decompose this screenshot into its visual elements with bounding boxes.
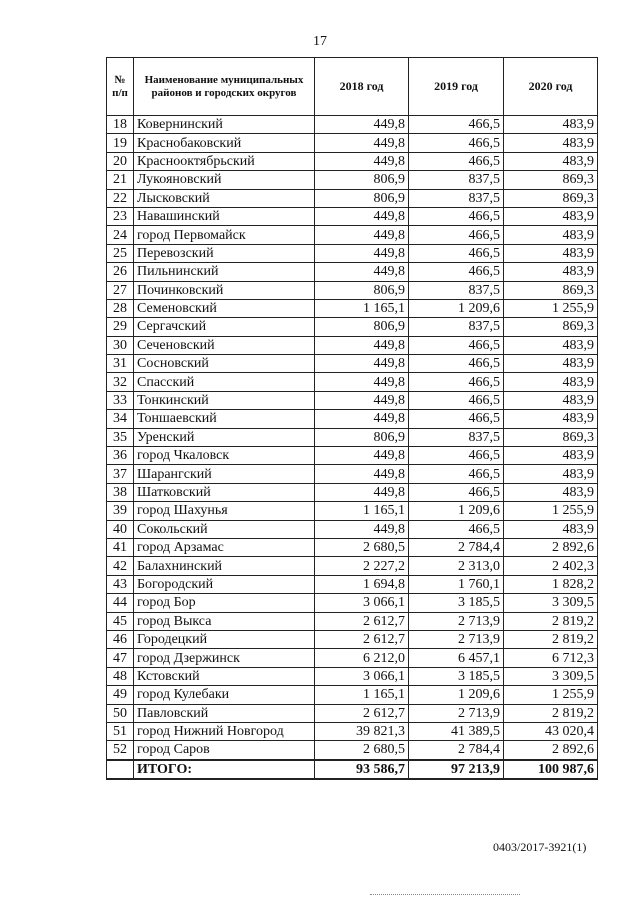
row-2020: 2 892,6	[504, 538, 598, 556]
row-name: Лукояновский	[134, 171, 315, 189]
row-name: Шарангский	[134, 465, 315, 483]
row-2018: 449,8	[315, 244, 409, 262]
table-row	[107, 667, 598, 685]
table-row	[107, 649, 598, 667]
row-name: Спасский	[134, 373, 315, 391]
total-num	[107, 760, 134, 779]
row-name: город Дзержинск	[134, 649, 315, 667]
table-row	[107, 207, 598, 225]
row-2018: 449,8	[315, 226, 409, 244]
row-number: 26	[107, 263, 134, 281]
row-name: Краснобаковский	[134, 134, 315, 152]
row-2020: 6 712,3	[504, 649, 598, 667]
row-number: 32	[107, 373, 134, 391]
row-2019: 3 185,5	[409, 667, 504, 685]
row-number: 18	[107, 116, 134, 134]
row-2019: 837,5	[409, 281, 504, 299]
table-row	[107, 538, 598, 556]
table-row	[107, 465, 598, 483]
table-row	[107, 152, 598, 170]
row-2019: 466,5	[409, 207, 504, 225]
row-number: 22	[107, 189, 134, 207]
row-name: город Шахунья	[134, 502, 315, 520]
table-row	[107, 612, 598, 630]
header-2019: 2019 год	[409, 58, 504, 116]
row-name: Сокольский	[134, 520, 315, 538]
row-name: Сеченовский	[134, 336, 315, 354]
row-2019: 466,5	[409, 410, 504, 428]
row-number: 45	[107, 612, 134, 630]
row-2020: 1 255,9	[504, 502, 598, 520]
row-2020: 483,9	[504, 373, 598, 391]
row-2018: 1 165,1	[315, 299, 409, 317]
row-2020: 483,9	[504, 207, 598, 225]
row-2018: 806,9	[315, 171, 409, 189]
row-2019: 466,5	[409, 391, 504, 409]
table-row	[107, 428, 598, 446]
row-2018: 806,9	[315, 281, 409, 299]
table-row	[107, 189, 598, 207]
row-2018: 449,8	[315, 520, 409, 538]
row-name: Навашинский	[134, 207, 315, 225]
table-row	[107, 557, 598, 575]
row-2019: 1 209,6	[409, 686, 504, 704]
row-2020: 483,9	[504, 226, 598, 244]
row-2019: 6 457,1	[409, 649, 504, 667]
row-name: Тоншаевский	[134, 410, 315, 428]
row-2020: 2 819,2	[504, 704, 598, 722]
row-2019: 466,5	[409, 520, 504, 538]
row-2018: 449,8	[315, 483, 409, 501]
table-row	[107, 483, 598, 501]
row-2020: 483,9	[504, 483, 598, 501]
row-number: 41	[107, 538, 134, 556]
row-2020: 2 819,2	[504, 612, 598, 630]
row-2020: 2 892,6	[504, 741, 598, 760]
budget-table	[106, 57, 598, 780]
table-body	[107, 116, 598, 780]
row-number: 48	[107, 667, 134, 685]
row-2019: 466,5	[409, 226, 504, 244]
row-number: 30	[107, 336, 134, 354]
row-name: город Выкса	[134, 612, 315, 630]
row-number: 24	[107, 226, 134, 244]
row-2019: 466,5	[409, 483, 504, 501]
row-2018: 806,9	[315, 428, 409, 446]
row-2018: 2 680,5	[315, 741, 409, 760]
row-2018: 6 212,0	[315, 649, 409, 667]
total-2019: 97 213,9	[409, 760, 504, 779]
row-2019: 1 209,6	[409, 502, 504, 520]
row-2019: 2 784,4	[409, 538, 504, 556]
row-number: 37	[107, 465, 134, 483]
table-row	[107, 410, 598, 428]
row-number: 49	[107, 686, 134, 704]
row-number: 33	[107, 391, 134, 409]
page-number: 17	[313, 34, 327, 49]
row-2018: 3 066,1	[315, 594, 409, 612]
row-number: 35	[107, 428, 134, 446]
row-2020: 869,3	[504, 428, 598, 446]
row-2018: 2 680,5	[315, 538, 409, 556]
row-name: Сосновский	[134, 355, 315, 373]
row-2018: 1 694,8	[315, 575, 409, 593]
row-name: Сергачский	[134, 318, 315, 336]
total-label: ИТОГО:	[134, 760, 315, 779]
table-row	[107, 134, 598, 152]
table-row	[107, 447, 598, 465]
table-row	[107, 299, 598, 317]
row-2019: 466,5	[409, 116, 504, 134]
row-name: Семеновский	[134, 299, 315, 317]
table-row	[107, 520, 598, 538]
table-row	[107, 244, 598, 262]
row-2018: 449,8	[315, 355, 409, 373]
table-row	[107, 594, 598, 612]
table-row	[107, 686, 598, 704]
row-2020: 483,9	[504, 244, 598, 262]
row-2018: 1 165,1	[315, 686, 409, 704]
row-2020: 483,9	[504, 355, 598, 373]
table-row	[107, 171, 598, 189]
document-code: 0403/2017-3921(1)	[493, 840, 587, 854]
row-2020: 3 309,5	[504, 594, 598, 612]
table-row	[107, 318, 598, 336]
row-name: город Чкаловск	[134, 447, 315, 465]
row-name: город Первомайск	[134, 226, 315, 244]
row-2019: 2 713,9	[409, 704, 504, 722]
row-number: 31	[107, 355, 134, 373]
row-2019: 2 713,9	[409, 612, 504, 630]
table-row	[107, 263, 598, 281]
row-2018: 1 165,1	[315, 502, 409, 520]
table-row	[107, 391, 598, 409]
row-name: Кстовский	[134, 667, 315, 685]
row-2019: 2 784,4	[409, 741, 504, 760]
row-number: 28	[107, 299, 134, 317]
row-number: 36	[107, 447, 134, 465]
row-2020: 483,9	[504, 116, 598, 134]
row-name: Балахнинский	[134, 557, 315, 575]
row-name: Пильнинский	[134, 263, 315, 281]
row-2020: 483,9	[504, 465, 598, 483]
row-name: Перевозский	[134, 244, 315, 262]
row-number: 43	[107, 575, 134, 593]
row-number: 46	[107, 630, 134, 648]
row-name: город Саров	[134, 741, 315, 760]
row-2019: 41 389,5	[409, 722, 504, 740]
row-number: 38	[107, 483, 134, 501]
row-2020: 483,9	[504, 263, 598, 281]
row-number: 50	[107, 704, 134, 722]
table-row	[107, 575, 598, 593]
row-2019: 837,5	[409, 318, 504, 336]
row-2018: 449,8	[315, 116, 409, 134]
row-2018: 449,8	[315, 207, 409, 225]
row-2020: 1 255,9	[504, 686, 598, 704]
row-2018: 449,8	[315, 373, 409, 391]
table-row	[107, 336, 598, 354]
row-number: 21	[107, 171, 134, 189]
table-row	[107, 741, 598, 760]
row-name: город Арзамас	[134, 538, 315, 556]
row-2020: 483,9	[504, 152, 598, 170]
row-2020: 869,3	[504, 318, 598, 336]
row-number: 44	[107, 594, 134, 612]
row-2019: 1 760,1	[409, 575, 504, 593]
row-2020: 2 819,2	[504, 630, 598, 648]
row-name: Краснооктябрьский	[134, 152, 315, 170]
row-2020: 483,9	[504, 447, 598, 465]
row-2020: 869,3	[504, 189, 598, 207]
row-name: город Кулебаки	[134, 686, 315, 704]
table-row	[107, 373, 598, 391]
row-2019: 466,5	[409, 152, 504, 170]
row-2018: 2 227,2	[315, 557, 409, 575]
row-2019: 2 313,0	[409, 557, 504, 575]
row-2019: 837,5	[409, 171, 504, 189]
row-2018: 449,8	[315, 336, 409, 354]
row-2020: 483,9	[504, 336, 598, 354]
row-name: Шатковский	[134, 483, 315, 501]
table-row	[107, 281, 598, 299]
row-name: Богородский	[134, 575, 315, 593]
row-2020: 869,3	[504, 171, 598, 189]
row-number: 25	[107, 244, 134, 262]
row-2019: 3 185,5	[409, 594, 504, 612]
row-2020: 2 402,3	[504, 557, 598, 575]
row-2019: 466,5	[409, 447, 504, 465]
row-number: 23	[107, 207, 134, 225]
row-2020: 43 020,4	[504, 722, 598, 740]
total-2018: 93 586,7	[315, 760, 409, 779]
header-2018: 2018 год	[315, 58, 409, 116]
row-2019: 466,5	[409, 465, 504, 483]
row-2019: 466,5	[409, 244, 504, 262]
scan-artifact	[370, 894, 520, 899]
row-name: Павловский	[134, 704, 315, 722]
row-2019: 466,5	[409, 373, 504, 391]
row-number: 27	[107, 281, 134, 299]
row-2020: 483,9	[504, 410, 598, 428]
row-2018: 449,8	[315, 391, 409, 409]
header-2020: 2020 год	[504, 58, 598, 116]
total-2020: 100 987,6	[504, 760, 598, 779]
row-2018: 2 612,7	[315, 704, 409, 722]
row-2019: 466,5	[409, 134, 504, 152]
row-number: 42	[107, 557, 134, 575]
row-name: город Нижний Новгород	[134, 722, 315, 740]
row-2018: 449,8	[315, 134, 409, 152]
row-number: 34	[107, 410, 134, 428]
table-row	[107, 226, 598, 244]
row-2018: 449,8	[315, 447, 409, 465]
row-2018: 449,8	[315, 410, 409, 428]
table-row	[107, 630, 598, 648]
row-name: Починковский	[134, 281, 315, 299]
row-2019: 2 713,9	[409, 630, 504, 648]
row-2020: 1 255,9	[504, 299, 598, 317]
table-header-row	[107, 58, 598, 116]
row-2018: 3 066,1	[315, 667, 409, 685]
row-name: Лысковский	[134, 189, 315, 207]
row-number: 52	[107, 741, 134, 760]
row-2020: 3 309,5	[504, 667, 598, 685]
row-2020: 483,9	[504, 391, 598, 409]
row-2018: 449,8	[315, 263, 409, 281]
row-2019: 466,5	[409, 263, 504, 281]
row-2018: 449,8	[315, 465, 409, 483]
row-number: 29	[107, 318, 134, 336]
row-2020: 1 828,2	[504, 575, 598, 593]
row-name: Ковернинский	[134, 116, 315, 134]
row-name: Уренский	[134, 428, 315, 446]
row-number: 20	[107, 152, 134, 170]
row-number: 19	[107, 134, 134, 152]
row-2019: 1 209,6	[409, 299, 504, 317]
table-row	[107, 355, 598, 373]
table-row	[107, 116, 598, 134]
row-2018: 2 612,7	[315, 630, 409, 648]
row-2018: 806,9	[315, 189, 409, 207]
header-num: № п/п	[107, 58, 134, 116]
row-2020: 483,9	[504, 520, 598, 538]
table-row	[107, 502, 598, 520]
row-2018: 2 612,7	[315, 612, 409, 630]
header-name: Наименование муниципальных районов и городских округов	[134, 58, 315, 116]
row-number: 47	[107, 649, 134, 667]
row-2019: 466,5	[409, 355, 504, 373]
row-2019: 466,5	[409, 336, 504, 354]
row-number: 40	[107, 520, 134, 538]
row-name: Тонкинский	[134, 391, 315, 409]
row-2018: 39 821,3	[315, 722, 409, 740]
row-2019: 837,5	[409, 189, 504, 207]
table-row	[107, 704, 598, 722]
row-name: Городецкий	[134, 630, 315, 648]
row-2019: 837,5	[409, 428, 504, 446]
row-2018: 449,8	[315, 152, 409, 170]
table-row	[107, 722, 598, 740]
row-number: 39	[107, 502, 134, 520]
row-name: город Бор	[134, 594, 315, 612]
row-2018: 806,9	[315, 318, 409, 336]
total-row	[107, 760, 598, 779]
row-2020: 483,9	[504, 134, 598, 152]
row-number: 51	[107, 722, 134, 740]
row-2020: 869,3	[504, 281, 598, 299]
